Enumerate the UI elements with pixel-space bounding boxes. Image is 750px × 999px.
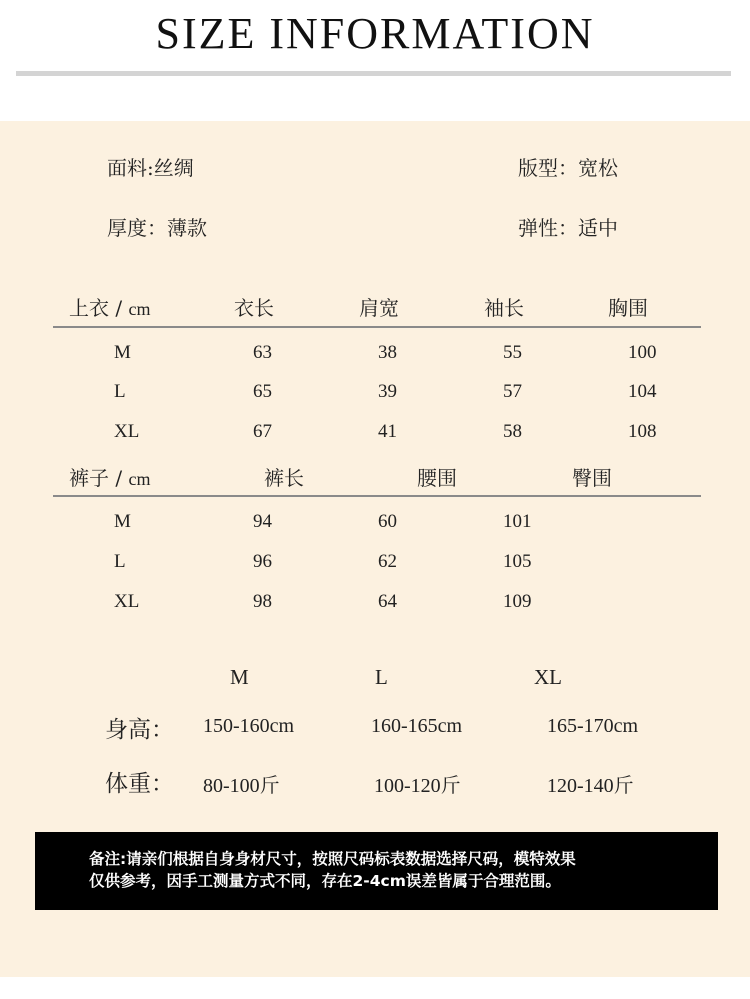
height-value: 150-160cm bbox=[203, 715, 295, 737]
reference-size-m: M bbox=[230, 665, 249, 689]
note-line: 备注:请亲们根据自身身材尺寸，按照尺码标表数据选择尺码，模特效果 bbox=[89, 850, 576, 868]
pants-table-divider bbox=[53, 495, 701, 497]
note-box bbox=[35, 832, 718, 910]
table-cell: 101 bbox=[503, 511, 532, 532]
table-cell: 65 bbox=[253, 381, 272, 402]
table-cell: 98 bbox=[253, 591, 272, 612]
weight-label: 体重： bbox=[105, 771, 174, 797]
table-cell: 67 bbox=[253, 421, 272, 442]
height-label: 身高： bbox=[105, 717, 174, 743]
pants-header-hip: 臀围 bbox=[572, 466, 612, 490]
height-value: 165-170cm bbox=[547, 715, 639, 737]
top-header-chest: 胸围 bbox=[608, 296, 648, 320]
top-header-length: 衣长 bbox=[234, 296, 274, 320]
top-table-label: 上衣 / cm bbox=[69, 296, 151, 320]
weight-value: 120-140斤 bbox=[547, 775, 634, 797]
table-cell: 108 bbox=[628, 421, 657, 442]
table-cell: 96 bbox=[253, 551, 272, 572]
table-cell: 94 bbox=[253, 511, 272, 532]
reference-size-l: L bbox=[375, 665, 388, 689]
page-title: SIZE INFORMATION bbox=[155, 9, 595, 58]
thickness-attribute: 厚度：薄款 bbox=[107, 216, 207, 240]
table-cell: 104 bbox=[628, 381, 657, 402]
pants-table-label: 裤子 / cm bbox=[69, 466, 151, 490]
fabric-attribute: 面料:丝绸 bbox=[107, 156, 194, 180]
table-cell: M bbox=[114, 342, 131, 363]
top-header-shoulder: 肩宽 bbox=[359, 296, 399, 320]
top-table-divider bbox=[53, 326, 701, 328]
note-line: 仅供参考，因手工测量方式不同，存在2-4cm误差皆属于合理范围。 bbox=[89, 872, 561, 890]
height-value: 160-165cm bbox=[371, 715, 463, 737]
table-cell: M bbox=[114, 511, 131, 532]
reference-size-xl: XL bbox=[534, 665, 562, 689]
title-divider bbox=[16, 71, 731, 76]
table-cell: L bbox=[114, 381, 126, 402]
table-cell: 60 bbox=[378, 511, 397, 532]
table-cell: 39 bbox=[378, 381, 397, 402]
pants-header-waist: 腰围 bbox=[417, 466, 457, 490]
table-cell: 64 bbox=[378, 591, 397, 612]
table-cell: 63 bbox=[253, 342, 272, 363]
table-cell: 38 bbox=[378, 342, 397, 363]
table-cell: 109 bbox=[503, 591, 532, 612]
weight-value: 100-120斤 bbox=[374, 775, 461, 797]
table-cell: 105 bbox=[503, 551, 532, 572]
weight-value: 80-100斤 bbox=[203, 775, 280, 797]
table-cell: 62 bbox=[378, 551, 397, 572]
pants-header-length: 裤长 bbox=[264, 466, 304, 490]
table-cell: 100 bbox=[628, 342, 657, 363]
fit-attribute: 版型：宽松 bbox=[518, 156, 618, 180]
table-cell: 58 bbox=[503, 421, 522, 442]
table-cell: XL bbox=[114, 591, 140, 612]
elasticity-attribute: 弹性：适中 bbox=[518, 216, 618, 240]
table-cell: 55 bbox=[503, 342, 522, 363]
top-header-sleeve: 袖长 bbox=[484, 296, 524, 320]
table-cell: L bbox=[114, 551, 126, 572]
table-cell: 41 bbox=[378, 421, 397, 442]
table-cell: XL bbox=[114, 421, 140, 442]
table-cell: 57 bbox=[503, 381, 522, 402]
